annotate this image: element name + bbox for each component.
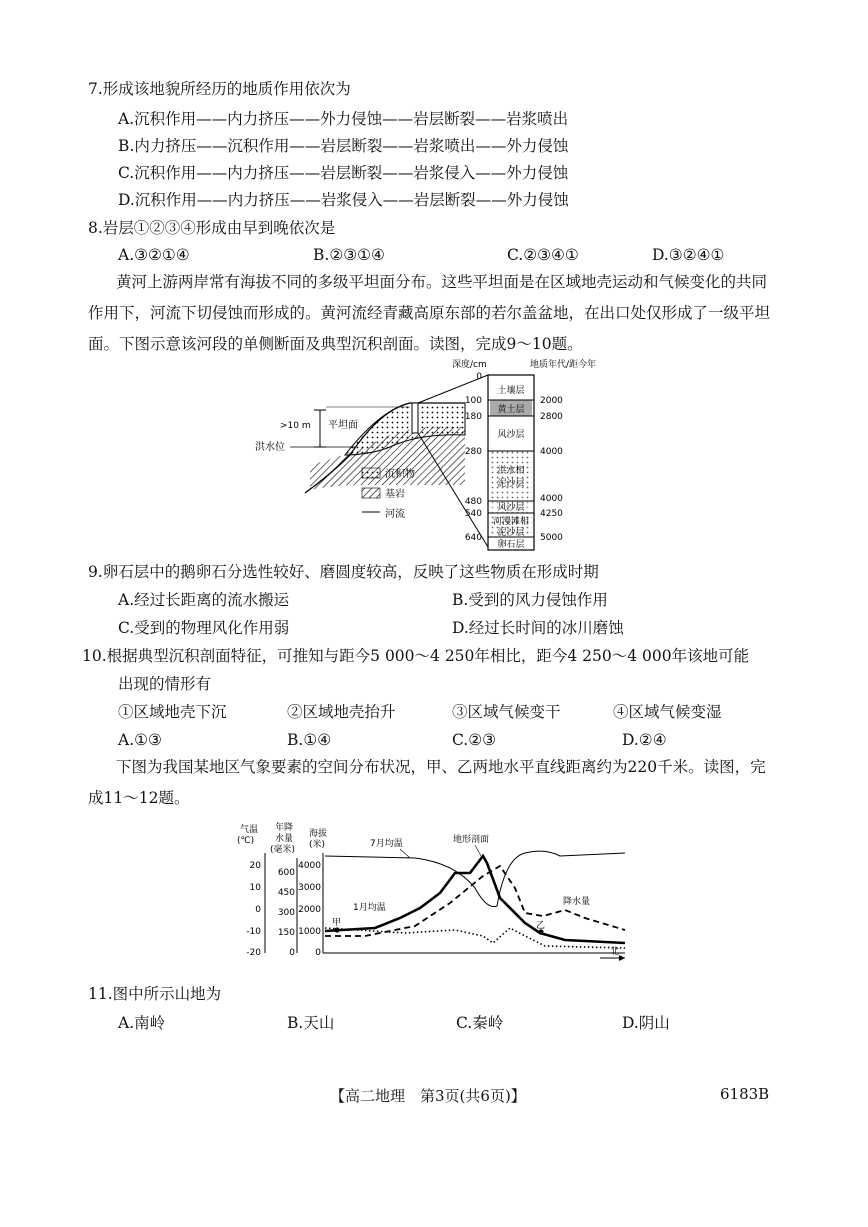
axis-alt-title-1: 海拔: [309, 829, 328, 839]
layer-floodplain-silt: 泥沙层: [497, 528, 525, 538]
alt-tick-0: 0: [315, 948, 321, 958]
q10-stem-1: 10.根据典型沉积剖面特征，可推知与距今5 000～4 250年相比，距今4 250～4 000年该地可能: [82, 647, 750, 665]
q9-option-a: A.经过长距离的流水搬运: [118, 591, 290, 609]
depth-tick-100: 100: [464, 396, 482, 406]
axis-alt-title-2: (米): [309, 840, 326, 850]
q10-option-d: D.②④: [622, 731, 667, 749]
q8-stem: 8.岩层①②③④形成由早到晚依次是: [88, 219, 336, 237]
section-marker: [412, 403, 418, 433]
q8-option-d: D.③②④①: [652, 246, 725, 264]
precip-tick-0: 0: [289, 948, 295, 958]
january-temp-line: [325, 928, 625, 948]
q7-option-d: D.沉积作用——内力挤压——岩浆侵入——岩层断裂——外力侵蚀: [118, 191, 569, 209]
flood-label: 洪水位: [255, 442, 285, 453]
q9-stem: 9.卵石层中的鹅卵石分选性较好、磨圆度较高，反映了这些物质在形成时期: [88, 563, 599, 581]
label-terrain: 地形剖面: [453, 835, 490, 845]
legend-sediment: 沉积物: [385, 469, 415, 480]
q7-option-c: C.沉积作用——内力挤压——岩层断裂——岩浆侵入——外力侵蚀: [118, 164, 569, 182]
label-jan-temp: 1月均温: [353, 903, 386, 913]
label-precipitation: 降水量: [563, 897, 591, 907]
passage-yellow-river: 黄河上游两岸常有海拔不同的多级平坦面分布。这些平坦面是在区域地壳运动和气候变化的共同作用下，河流下切侵蚀而形成的。黄河流经青藏高原东部的若尔盖盆地，在出口处仅形成了一级平坦面。下图示意该河段的单侧断面及典型沉积剖面。读图，完成9～10题。: [88, 273, 771, 353]
q11-option-d: D.阴山: [622, 1014, 670, 1032]
q11-option-a: A.南岭: [118, 1014, 166, 1032]
alt-tick-3000: 3000: [298, 883, 321, 893]
figure-river-profile: [250, 355, 620, 560]
q11-option-c: C.秦岭: [456, 1014, 504, 1032]
depth-tick-540: 540: [464, 509, 482, 519]
precip-tick-150: 150: [277, 928, 295, 938]
legend-river: 河流: [385, 509, 405, 520]
q10-option-c: C.②③: [452, 731, 497, 749]
terrace-label: 平坦面: [328, 420, 358, 431]
q11-stem: 11.图中所示山地为: [88, 985, 222, 1003]
legend-bedrock: 基岩: [385, 489, 405, 500]
q10-item-4: ④区域气候变湿: [613, 703, 722, 721]
q10-option-b: B.①④: [287, 731, 332, 749]
figure-climate-profile: [225, 818, 635, 968]
q10-item-2: ②区域地壳抬升: [287, 703, 396, 721]
depth-tick-0: 0: [476, 372, 482, 382]
label-north: 北: [610, 947, 620, 957]
label-jia: 甲: [332, 918, 342, 928]
q11-option-b: B.天山: [287, 1014, 335, 1032]
layer-soil: 土壤层: [497, 386, 525, 396]
temp-tick-0: 0: [255, 905, 261, 915]
point-jia: [334, 927, 339, 932]
axis-precip-title-1: 年降: [275, 823, 294, 833]
page-footer: 【高二地理 第3页(共6页)】: [330, 1087, 526, 1105]
age-tick-2000: 2000: [540, 396, 563, 406]
layer-gravel: 卵石层: [497, 540, 525, 550]
layer-flood-facies: 洪水相: [497, 466, 525, 476]
paper-code: 6183B: [720, 1085, 770, 1103]
q7-option-b: B.内力挤压——沉积作用——岩层断裂——岩浆喷出——外力侵蚀: [118, 137, 569, 155]
q10-stem-2: 出现的情形有: [118, 675, 212, 693]
q9-option-d: D.经过长时间的冰川磨蚀: [452, 619, 624, 637]
axis-temp-title-1: 气温: [240, 825, 259, 835]
passage-climate: 下图为我国某地区气象要素的空间分布状况，甲、乙两地水平直线距离约为220千米。读图，完成11～12题。: [88, 758, 766, 807]
q8-option-a: A.③②①④: [118, 246, 190, 264]
temp-tick-minus20: -20: [246, 948, 261, 958]
axis-temp-title-2: (℃): [237, 836, 255, 846]
layer-flood-silt: 泥沙层: [497, 479, 525, 489]
height-label: >10 m: [280, 421, 311, 431]
age-tick-5000: 5000: [540, 533, 563, 543]
q10-item-1: ①区域地壳下沉: [118, 703, 227, 721]
q9-option-c: C.受到的物理风化作用弱: [118, 619, 290, 637]
age-tick-4000a: 4000: [540, 447, 563, 457]
depth-tick-180: 180: [464, 412, 482, 422]
precip-tick-300: 300: [277, 908, 295, 918]
temp-tick-10: 10: [249, 883, 261, 893]
alt-tick-1000: 1000: [298, 927, 321, 937]
depth-tick-640: 640: [464, 533, 482, 543]
q7-option-a: A.沉积作用——内力挤压——外力侵蚀——岩层断裂——岩浆喷出: [118, 110, 569, 128]
axis-precip-title-3: (毫米): [270, 845, 296, 855]
q8-option-b: B.②③①④: [313, 246, 385, 264]
depth-tick-280: 280: [464, 447, 482, 457]
age-header: 地质年代/距今年: [530, 360, 597, 370]
temp-tick-minus10: -10: [246, 927, 261, 937]
alt-tick-2000: 2000: [298, 905, 321, 915]
q9-option-b: B.受到的风力侵蚀作用: [452, 591, 608, 609]
alt-tick-4000: 4000: [298, 861, 321, 871]
age-tick-4000b: 4000: [540, 494, 563, 504]
depth-header: 深度/cm: [452, 360, 487, 370]
layer-floodplain-facies: 河漫滩相: [492, 517, 530, 527]
layer-sand-2: 风沙层: [497, 503, 525, 513]
q10-item-3: ③区域气候变干: [452, 703, 561, 721]
axis-precip-title-2: 水量: [275, 834, 294, 844]
label-yi: 乙: [536, 921, 546, 931]
q10-option-a: A.①③: [118, 731, 162, 749]
precip-tick-600: 600: [277, 868, 295, 878]
age-tick-4250: 4250: [540, 509, 563, 519]
q8-option-c: C.②③④①: [507, 246, 579, 264]
q7-stem: 7.形成该地貌所经历的地质作用依次为: [88, 80, 351, 98]
layer-sand-1: 风沙层: [497, 430, 525, 440]
depth-tick-480: 480: [464, 497, 482, 507]
legend-sediment-swatch: [362, 468, 380, 478]
legend-bedrock-swatch: [362, 488, 380, 498]
precip-tick-450: 450: [277, 888, 295, 898]
label-july-temp: 7月均温: [370, 839, 403, 849]
temp-tick-20: 20: [249, 861, 261, 871]
age-tick-2800: 2800: [540, 412, 563, 422]
layer-loess: 黄土层: [497, 405, 525, 415]
